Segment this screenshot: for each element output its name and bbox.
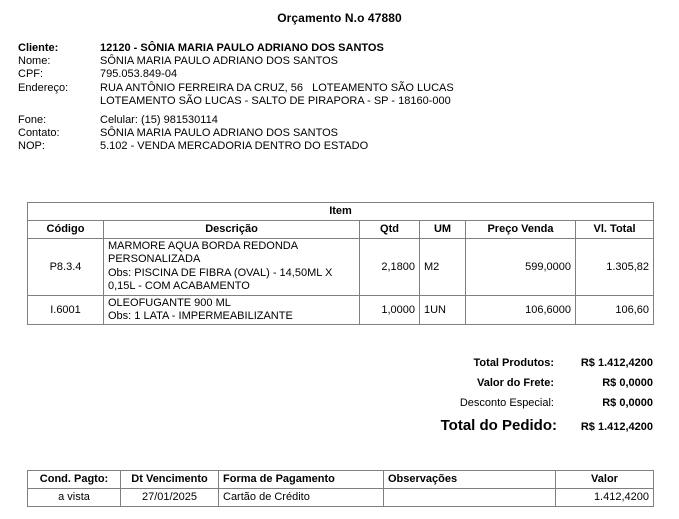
info-label-fone: Fone: [18, 114, 47, 127]
cell-codigo: P8.3.4 [28, 239, 104, 296]
cell-dt-vencimento: 27/01/2025 [121, 489, 219, 507]
info-row-cpf [18, 68, 679, 81]
descricao-line: PERSONALIZADA [108, 253, 201, 266]
descricao-line: 0,15L - COM ACABAMENTO [108, 280, 250, 293]
total-row-frete [330, 377, 653, 389]
valor-frete-label: Valor do Frete: [476, 377, 554, 389]
totals-section [330, 357, 653, 434]
info-value-endereco: RUA ANTÔNIO FERREIRA DA CRUZ, 56 LOTEAMENTO SÃO LUCAS [100, 81, 454, 94]
valor-frete-value: R$ 0,0000 [602, 377, 653, 389]
cell-preco-venda: 106,6000 [466, 295, 576, 325]
info-value-fone: Celular: (15) 981530114 [100, 114, 218, 127]
cell-codigo: I.6001 [28, 295, 104, 325]
total-pedido-value: R$ 1.412,4200 [580, 421, 653, 433]
cell-valor: 1.412,4200 [556, 489, 654, 507]
cell-forma-pagamento: Cartão de Crédito [219, 489, 384, 507]
info-label-cliente: Cliente: [18, 42, 59, 54]
info-row-endereco-line2 [18, 95, 679, 108]
column-header-vl-total: Vl. Total [576, 221, 654, 239]
cell-observacoes [384, 489, 556, 507]
table-row [28, 295, 654, 325]
page-title: Orçamento N.o 47880 [277, 11, 402, 25]
cell-descricao [104, 295, 360, 325]
info-row-cliente [18, 42, 679, 55]
cell-qtd: 2,1800 [360, 239, 420, 296]
info-value-cliente: 12120 - SÔNIA MARIA PAULO ADRIANO DOS SANTOS [100, 42, 384, 54]
descricao-line: OLEOFUGANTE 900 ML [108, 296, 231, 309]
total-row-produtos [330, 357, 653, 369]
table-row [28, 239, 654, 296]
item-table-group-header-row [28, 203, 654, 221]
cell-vl-total: 106,60 [576, 295, 654, 325]
customer-info-block [0, 42, 679, 154]
info-value-nop: 5.102 - VENDA MERCADORIA DENTRO DO ESTADO [100, 140, 369, 153]
info-label-endereco: Endereço: [18, 81, 69, 94]
item-table [27, 202, 653, 325]
info-value-endereco-line2: LOTEAMENTO SÃO LUCAS - SALTO DE PIRAPORA - SP - 18160-000 [100, 94, 451, 107]
column-header-cond-pagto: Cond. Pagto: [28, 471, 121, 489]
column-header-forma-pagamento: Forma de Pagamento [219, 471, 384, 489]
info-label-nome: Nome: [18, 55, 51, 68]
info-row-contato [18, 127, 679, 140]
column-header-codigo: Código [28, 221, 104, 239]
column-header-preco-venda: Preço Venda [466, 221, 576, 239]
info-row-fone [18, 114, 679, 127]
column-header-valor: Valor [556, 471, 654, 489]
info-label-contato: Contato: [18, 127, 60, 140]
total-row-desconto [330, 397, 653, 409]
total-pedido-label: Total do Pedido: [440, 417, 557, 434]
cell-vl-total: 1.305,82 [576, 239, 654, 296]
total-produtos-label: Total Produtos: [473, 357, 554, 369]
cell-qtd: 1,0000 [360, 295, 420, 325]
item-table-group-title: Item [28, 203, 654, 221]
column-header-dt-vencimento: Dt Vencimento [121, 471, 219, 489]
info-row-endereco [18, 82, 679, 95]
column-header-qtd: Qtd [360, 221, 420, 239]
total-row-pedido [330, 417, 653, 434]
total-produtos-value: R$ 1.412,4200 [580, 357, 653, 369]
cell-preco-venda: 599,0000 [466, 239, 576, 296]
info-row-nop [18, 140, 679, 153]
table-row [28, 489, 654, 507]
cell-descricao [104, 239, 360, 296]
descricao-line: MARMORE AQUA BORDA REDONDA [108, 240, 299, 252]
info-label-nop: NOP: [18, 140, 45, 153]
item-table-header-row [28, 221, 654, 239]
info-value-contato: SÔNIA MARIA PAULO ADRIANO DOS SANTOS [100, 127, 338, 140]
desconto-especial-value: R$ 0,0000 [602, 397, 653, 409]
desconto-especial-label: Desconto Especial: [459, 397, 554, 409]
info-value-nome: SÔNIA MARIA PAULO ADRIANO DOS SANTOS [100, 55, 338, 68]
column-header-um: UM [420, 221, 466, 239]
descricao-line: Obs: PISCINA DE FIBRA (OVAL) - 14,50ML X [108, 266, 333, 279]
column-header-observacoes: Observações [384, 471, 556, 489]
column-header-descricao: Descrição [104, 221, 360, 239]
payment-table [27, 470, 653, 507]
cell-um: M2 [420, 239, 466, 296]
payment-table-header-row [28, 471, 654, 489]
info-label-cpf: CPF: [18, 68, 44, 81]
cell-um: 1UN [420, 295, 466, 325]
info-row-nome [18, 55, 679, 68]
descricao-line: Obs: 1 LATA - IMPERMEABILIZANTE [108, 310, 293, 323]
cell-cond-pagto: a vista [28, 489, 121, 507]
info-value-cpf: 795.053.849-04 [100, 68, 178, 81]
